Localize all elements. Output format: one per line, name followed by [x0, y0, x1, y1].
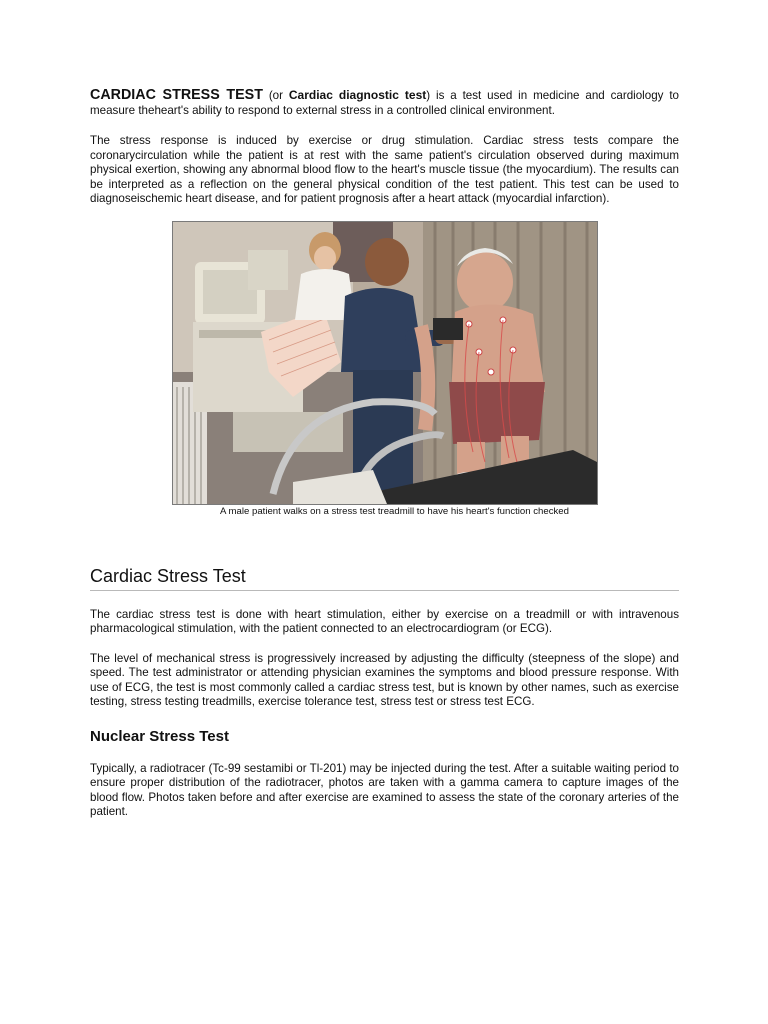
open-paren: (or — [262, 89, 289, 102]
lead-term: CARDIAC STRESS TEST — [90, 87, 263, 103]
figure-caption: A male patient walks on a stress test treadmill to have his heart's function checked — [220, 505, 569, 517]
document-page — [90, 88, 679, 820]
intro-paragraph-2: The stress response is induced by exercise or drug stimulation. Cardiac stress tests compare the coronarycirculation while the patient is at rest with the same patient's circulation observed during maximum physical exertion, showing any abnormal blood flow to the heart's muscle tissue (the myocardium). The results can be interpreted as a reflection on the general physical condition of the test patient. This test can be used to diagnoseischemic heart disease, and for patient prognosis after a heart attack (myocardial infarction). — [90, 134, 679, 205]
section-heading-nuclear-stress-test: Nuclear Stress Test — [90, 727, 229, 745]
cardiac-paragraph-2: The level of mechanical stress is progressively increased by adjusting the difficulty (steepness of the slope) and speed. The test administrator or attending physician examines the symptoms and blood pressure response. With use of ECG, the test is most commonly called a cardiac stress test, but is known by other names, such as exercise testing, stress testing treadmills, exercise tolerance test, stress test or stress test ECG. — [90, 651, 679, 708]
intro-rest: ) is a test used in medicine and cardiology to measure theheart's ability to respond to external stress in a controlled clinical environment. — [90, 89, 679, 117]
section-heading-cardiac-stress-test: Cardiac Stress Test — [90, 565, 679, 591]
stress-test-photo — [172, 221, 598, 505]
intro-paragraph — [90, 88, 679, 118]
nuclear-paragraph-1: Typically, a radiotracer (Tc-99 sestamibi or Tl-201) may be injected during the test. After a suitable waiting period to ensure proper distribution of the radiotracer, photos are taken with a gamma camera to capture images of the blood flow. Photos taken before and after exercise are examined to assess the state of the coronary arteries of the patient. — [90, 761, 679, 818]
cardiac-paragraph-1: The cardiac stress test is done with heart stimulation, either by exercise on a treadmill or with intravenous pharmacological stimulation, with the patient connected to an electrocardiogram (or ECG). — [90, 607, 679, 635]
figure — [90, 221, 679, 518]
alt-term: Cardiac diagnostic test — [288, 88, 427, 102]
